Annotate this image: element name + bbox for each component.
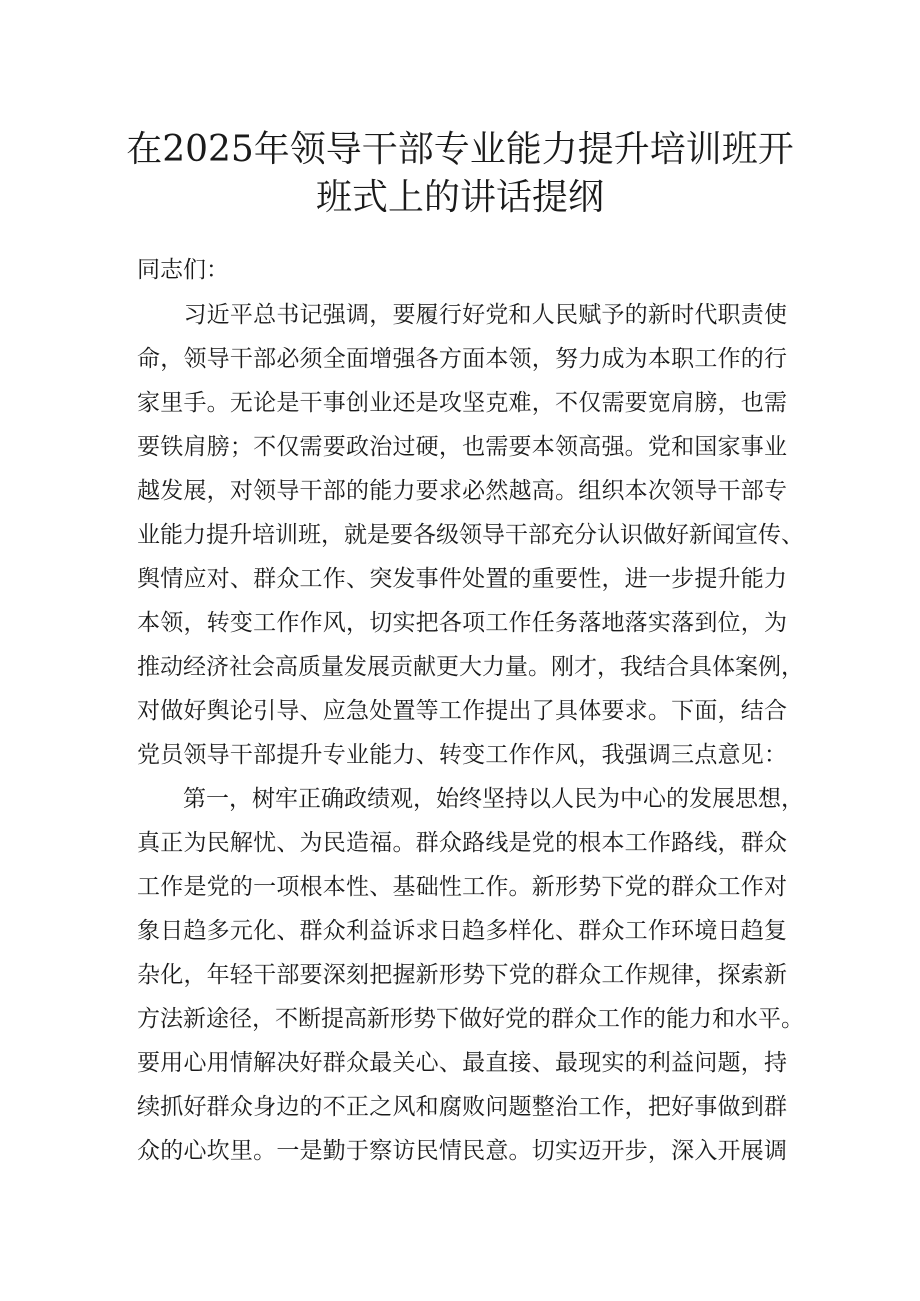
title-line-1: 在2025年领导干部专业能力提升培训班开 (126, 129, 794, 170)
body-line: 方法新途径，不断提高新形势下做好党的群众工作的能力和水平。 (137, 1006, 804, 1032)
salutation: 同志们： (137, 257, 229, 283)
body-line: 象日趋多元化、群众利益诉求日趋多样化、群众工作环境日趋复 (137, 918, 787, 944)
body-line: 党员领导干部提升专业能力、转变工作作风，我强调三点意见： (137, 742, 787, 768)
body-line: 推动经济社会高质量发展贡献更大力量。刚才，我结合具体案例， (137, 654, 804, 680)
body-line: 习近平总书记强调，要履行好党和人民赋予的新时代职责使 (137, 302, 787, 328)
body-line: 续抓好群众身边的不正之风和腐败问题整治工作，把好事做到群 (137, 1094, 787, 1120)
body-line: 工作是党的一项根本性、基础性工作。新形势下党的群众工作对 (137, 874, 787, 900)
body-line: 对做好舆论引导、应急处置等工作提出了具体要求。下面，结合 (137, 698, 787, 724)
body-line: 越发展，对领导干部的能力要求必然越高。组织本次领导干部专 (137, 478, 787, 504)
body-line: 业能力提升培训班，就是要各级领导干部充分认识做好新闻宣传、 (137, 522, 804, 548)
body-line: 命，领导干部必须全面增强各方面本领，努力成为本职工作的行 (137, 346, 787, 372)
body-line: 要用心用情解决好群众最关心、最直接、最现实的利益问题，持 (137, 1050, 787, 1076)
body-line: 众的心坎里。一是勤于察访民情民意。切实迈开步，深入开展调 (137, 1138, 787, 1164)
body-line: 要铁肩膀；不仅需要政治过硬，也需要本领高强。党和国家事业 (137, 434, 787, 460)
title-line-2: 班式上的讲话提纲 (315, 177, 604, 218)
body-line: 家里手。无论是干事创业还是攻坚克难，不仅需要宽肩膀，也需 (137, 390, 787, 416)
body-line: 杂化，年轻干部要深刻把握新形势下党的群众工作规律，探索新 (137, 962, 787, 988)
body-line: 第一，树牢正确政绩观，始终坚持以人民为中心的发展思想， (137, 786, 804, 812)
body-line: 真正为民解忧、为民造福。群众路线是党的根本工作路线，群众 (137, 830, 787, 856)
body-line: 舆情应对、群众工作、突发事件处置的重要性，进一步提升能力 (137, 566, 787, 592)
body-line: 本领，转变工作作风，切实把各项工作任务落地落实落到位，为 (137, 610, 787, 636)
